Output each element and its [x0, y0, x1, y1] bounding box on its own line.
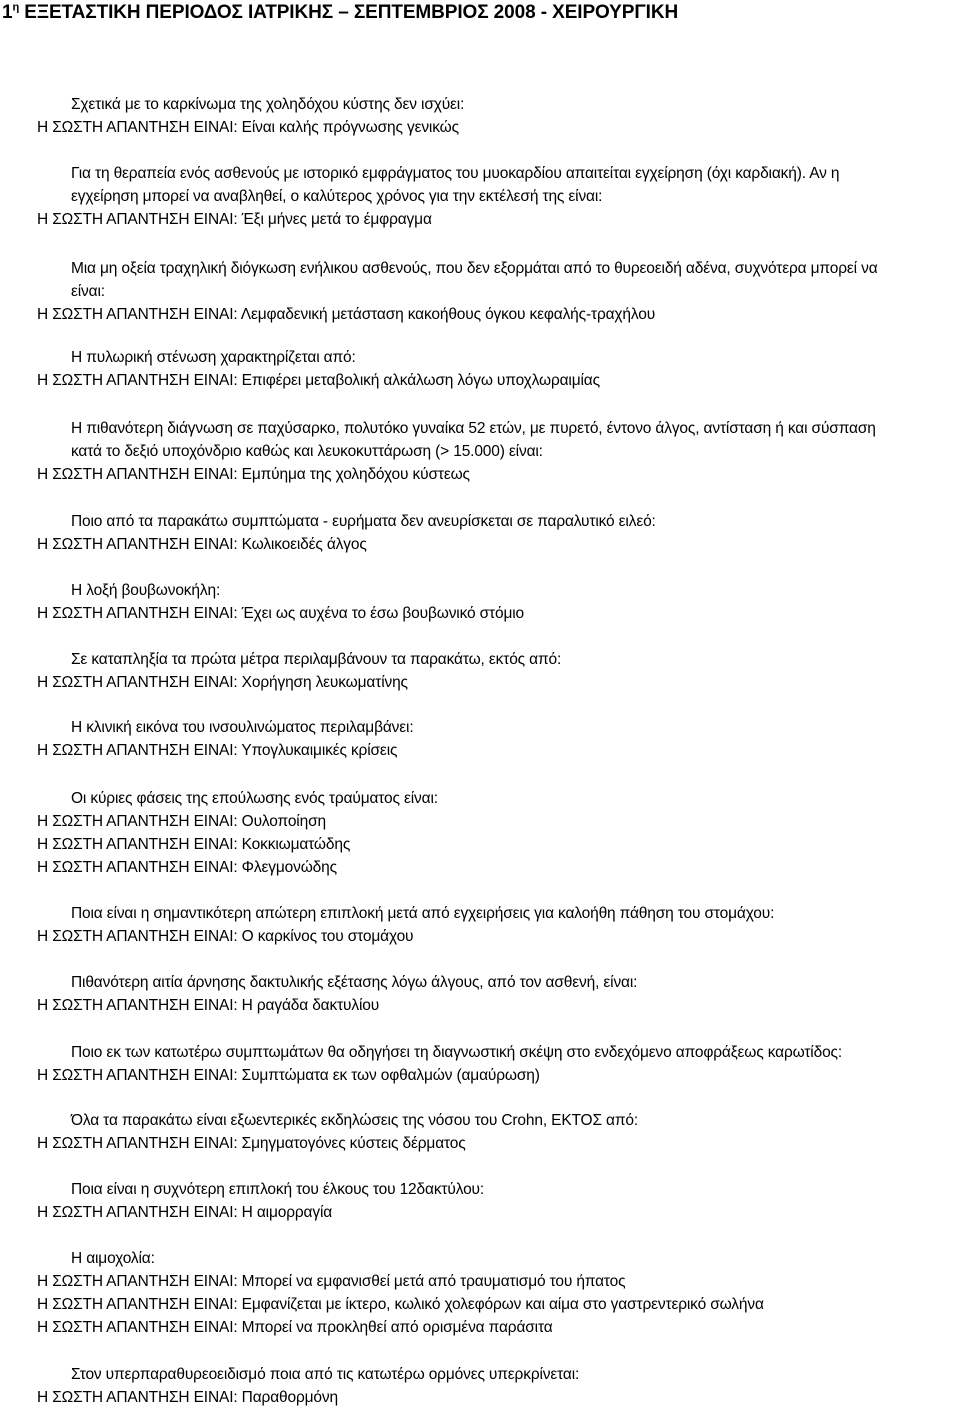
- question-block-3: [0, 257, 960, 326]
- question-line: Ποιο από τα παρακάτω συμπτώματα - ευρήματα δεν ανευρίσκεται σε παραλυτικό ειλεό:: [71, 513, 656, 530]
- question-line: εγχείρηση μπορεί να αναβληθεί, ο καλύτερος χρόνος για την εκτέλεσή της είναι:: [71, 188, 603, 205]
- question-line: Η πιθανότερη διάγνωση σε παχύσαρκο, πολυτόκο γυναίκα 52 ετών, με πυρετό, έντονο άλγος, αντίσταση ή και σύσπαση: [71, 420, 876, 437]
- answer-line: Η ΣΩΣΤΗ ΑΠΑΝΤΗΣΗ ΕΙΝΑΙ: Η ραγάδα δακτυλίου: [37, 997, 380, 1014]
- answer-line: Η ΣΩΣΤΗ ΑΠΑΝΤΗΣΗ ΕΙΝΑΙ: Υπογλυκαιμικές κρίσεις: [37, 742, 398, 759]
- answer-line: Η ΣΩΣΤΗ ΑΠΑΝΤΗΣΗ ΕΙΝΑΙ: Παραθορμόνη: [37, 1389, 338, 1406]
- page-title: [2, 1, 678, 25]
- answer-line: Η ΣΩΣΤΗ ΑΠΑΝΤΗΣΗ ΕΙΝΑΙ: Έξι μήνες μετά το έμφραγμα: [37, 211, 432, 228]
- question-line: Η αιμοχολία:: [71, 1250, 155, 1267]
- question-line: Σχετικά με το καρκίνωμα της χοληδόχου κύστης δεν ισχύει:: [71, 96, 465, 113]
- answer-line: Η ΣΩΣΤΗ ΑΠΑΝΤΗΣΗ ΕΙΝΑΙ: Σμηγματογόνες κύστεις δέρματος: [37, 1135, 466, 1152]
- question-line: Πιθανότερη αιτία άρνησης δακτυλικής εξέτασης λόγω άλγους, από τον ασθενή, είναι:: [71, 974, 638, 991]
- question-line: Για τη θεραπεία ενός ασθενούς με ιστορικό εμφράγματος του μυοκαρδίου απαιτείται εγχείρηση (όχι καρδιακή). Αν η: [71, 165, 840, 182]
- question-line: Η λοξή βουβωνοκήλη:: [71, 582, 221, 599]
- question-line: Σε καταπληξία τα πρώτα μέτρα περιλαμβάνουν τα παρακάτω, εκτός από:: [71, 651, 562, 668]
- question-line: Μια μη οξεία τραχηλική διόγκωση ενήλικου ασθενούς, που δεν εξορμάται από το θυρεοειδή αδένα, συχνότερα μπορεί να: [71, 260, 878, 277]
- question-line: Οι κύριες φάσεις της επούλωσης ενός τραύματος είναι:: [71, 790, 438, 807]
- question-block-16: [0, 1247, 960, 1339]
- question-block-6: [0, 510, 960, 556]
- question-block-7: [0, 579, 960, 625]
- question-block-10: [0, 787, 960, 879]
- question-line: Ποια είναι η συχνότερη επιπλοκή του έλκους του 12δακτύλου:: [71, 1181, 485, 1198]
- question-block-11: [0, 902, 960, 948]
- answer-line: Η ΣΩΣΤΗ ΑΠΑΝΤΗΣΗ ΕΙΝΑΙ: Κωλικοειδές άλγος: [37, 536, 367, 553]
- question-block-9: [0, 716, 960, 762]
- answer-line: Η ΣΩΣΤΗ ΑΠΑΝΤΗΣΗ ΕΙΝΑΙ: Φλεγμονώδης: [37, 859, 337, 876]
- question-block-8: [0, 648, 960, 694]
- answer-line: Η ΣΩΣΤΗ ΑΠΑΝΤΗΣΗ ΕΙΝΑΙ: Μπορεί να εμφανισθεί μετά από τραυματισμό του ήπατος: [37, 1273, 626, 1290]
- answer-line: Η ΣΩΣΤΗ ΑΠΑΝΤΗΣΗ ΕΙΝΑΙ: Εμπύημα της χοληδόχου κύστεως: [37, 466, 470, 483]
- question-block-17: [0, 1363, 960, 1409]
- question-line: Η κλινική εικόνα του ινσουλινώματος περιλαμβάνει:: [71, 719, 414, 736]
- question-block-5: [0, 417, 960, 486]
- answer-line: Η ΣΩΣΤΗ ΑΠΑΝΤΗΣΗ ΕΙΝΑΙ: Η αιμορραγία: [37, 1204, 333, 1221]
- question-block-2: [0, 162, 960, 231]
- question-line: είναι:: [71, 283, 105, 300]
- question-line: Η πυλωρική στένωση χαρακτηρίζεται από:: [71, 349, 356, 366]
- title-superscript: η: [12, 1, 20, 14]
- answer-line: Η ΣΩΣΤΗ ΑΠΑΝΤΗΣΗ ΕΙΝΑΙ: Ο καρκίνος του στομάχου: [37, 928, 414, 945]
- answer-line: Η ΣΩΣΤΗ ΑΠΑΝΤΗΣΗ ΕΙΝΑΙ: Κοκκιωματώδης: [37, 836, 351, 853]
- answer-line: Η ΣΩΣΤΗ ΑΠΑΝΤΗΣΗ ΕΙΝΑΙ: Είναι καλής πρόγνωσης γενικώς: [37, 119, 459, 136]
- answer-line: Η ΣΩΣΤΗ ΑΠΑΝΤΗΣΗ ΕΙΝΑΙ: Εμφανίζεται με ίκτερο, κωλικό χολεφόρων και αίμα στο γαστρεντερικό σωλήνα: [37, 1296, 764, 1313]
- question-block-15: [0, 1178, 960, 1224]
- question-line: Ποιο εκ των κατωτέρω συμπτωμάτων θα οδηγήσει τη διαγνωστική σκέψη στο ενδεχόμενο αποφράξεως καρωτίδος:: [71, 1044, 843, 1061]
- question-line: κατά το δεξιό υποχόνδριο καθώς και λευκοκυττάρωση (> 15.000) είναι:: [71, 443, 543, 460]
- question-block-14: [0, 1109, 960, 1155]
- question-block-13: [0, 1041, 960, 1087]
- title-text: ΕΞΕΤΑΣΤΙΚΗ ΠΕΡΙΟΔΟΣ ΙΑΤΡΙΚΗΣ – ΣΕΠΤΕΜΒΡΙΟΣ 2008 - ΧΕΙΡΟΥΡΓΙΚΗ: [19, 2, 679, 23]
- question-block-12: [0, 971, 960, 1017]
- answer-line: Η ΣΩΣΤΗ ΑΠΑΝΤΗΣΗ ΕΙΝΑΙ: Επιφέρει μεταβολική αλκάλωση λόγω υποχλωραιμίας: [37, 372, 600, 389]
- question-block-1: [0, 93, 960, 139]
- answer-line: Η ΣΩΣΤΗ ΑΠΑΝΤΗΣΗ ΕΙΝΑΙ: Μπορεί να προκληθεί από ορισμένα παράσιτα: [37, 1319, 553, 1336]
- answer-line: Η ΣΩΣΤΗ ΑΠΑΝΤΗΣΗ ΕΙΝΑΙ: Λεμφαδενική μετάσταση κακοήθους όγκου κεφαλής-τραχήλου: [37, 306, 656, 323]
- answer-line: Η ΣΩΣΤΗ ΑΠΑΝΤΗΣΗ ΕΙΝΑΙ: Ουλοποίηση: [37, 813, 326, 830]
- question-line: Όλα τα παρακάτω είναι εξωεντερικές εκδηλώσεις της νόσου του Crohn, ΕΚΤΟΣ από:: [71, 1112, 639, 1129]
- title-number: 1: [2, 2, 13, 23]
- answer-line: Η ΣΩΣΤΗ ΑΠΑΝΤΗΣΗ ΕΙΝΑΙ: Χορήγηση λευκωματίνης: [37, 674, 408, 691]
- question-block-4: [0, 346, 960, 392]
- answer-line: Η ΣΩΣΤΗ ΑΠΑΝΤΗΣΗ ΕΙΝΑΙ: Έχει ως αυχένα το έσω βουβωνικό στόμιο: [37, 605, 525, 622]
- question-line: Ποια είναι η σημαντικότερη απώτερη επιπλοκή μετά από εγχειρήσεις για καλοήθη πάθηση του στομάχου:: [71, 905, 775, 922]
- answer-line: Η ΣΩΣΤΗ ΑΠΑΝΤΗΣΗ ΕΙΝΑΙ: Συμπτώματα εκ των οφθαλμών (αμαύρωση): [37, 1067, 540, 1084]
- question-line: Στον υπερπαραθυρεοειδισμό ποια από τις κατωτέρω ορμόνες υπερκρίνεται:: [71, 1366, 580, 1383]
